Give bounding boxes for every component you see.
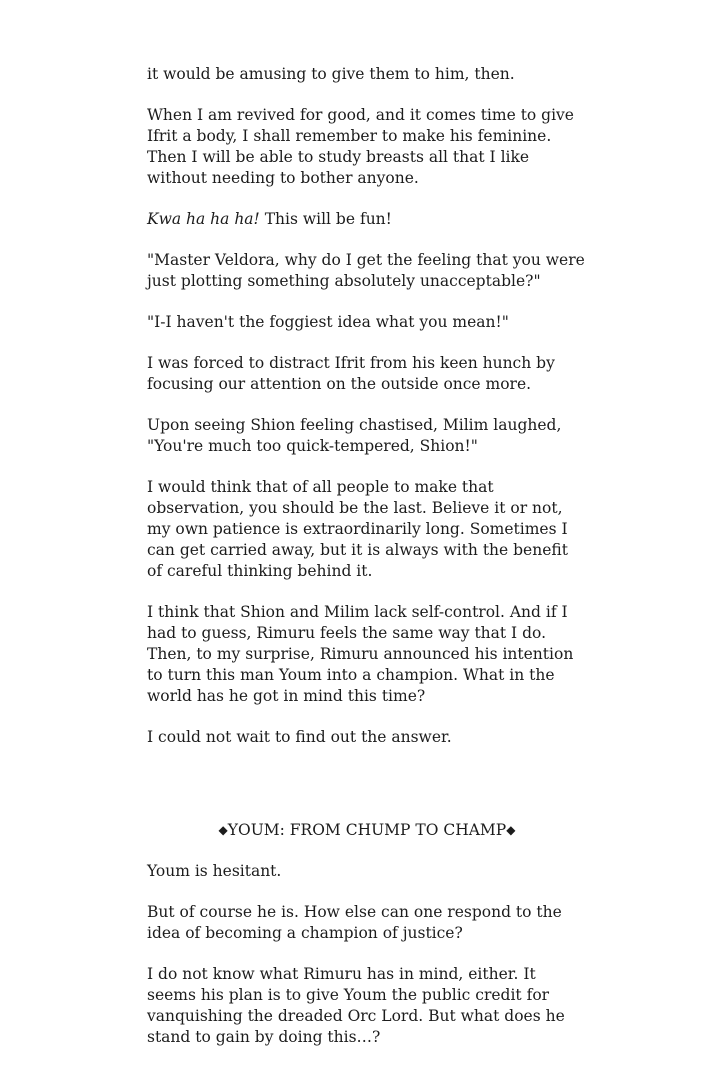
paragraph: But of course he is. How else can one respond to the idea of becoming a champion of justice? xyxy=(147,903,562,942)
paragraph: When I am revived for good, and it comes time to give Ifrit a body, I shall remember to make his feminine. Then I will be able to study breasts all that I like without needing to bother anyone. xyxy=(147,106,574,187)
book-page xyxy=(147,64,587,1068)
diamond-ornament-icon: ◆ xyxy=(506,823,516,837)
paragraph: Upon seeing Shion feeling chastised, Milim laughed, "You're much too quick-tempered, Shion!" xyxy=(147,416,562,455)
paragraph: I would think that of all people to make that observation, you should be the last. Believe it or not, my own patience is extraordinarily long. Sometimes I can get carried away, but it is always with the benefit of careful thinking behind it. xyxy=(147,478,568,580)
paragraph: "Master Veldora, why do I get the feeling that you were just plotting something absolutely unacceptable?" xyxy=(147,251,585,290)
scene-break-spacer xyxy=(147,768,587,820)
paragraph: I was forced to distract Ifrit from his keen hunch by focusing our attention on the outside once more. xyxy=(147,354,555,393)
paragraph: "I-I haven't the foggiest idea what you mean!" xyxy=(147,313,509,331)
section-title: YOUM: FROM CHUMP TO CHAMP xyxy=(227,821,507,839)
diamond-ornament-icon: ◆ xyxy=(218,823,228,837)
paragraph-kwa xyxy=(147,209,587,230)
paragraph: Youm is hesitant. xyxy=(147,862,282,880)
paragraph: I do not know what Rimuru has in mind, either. It seems his plan is to give Youm the public credit for vanquishing the dreaded Orc Lord. But what does he stand to gain by doing this…? xyxy=(147,965,565,1046)
paragraph: I think that Shion and Milim lack self-control. And if I had to guess, Rimuru feels the same way that I do. Then, to my surprise, Rimuru announced his intention to turn this man Youm into a champion. What in the world has he got in mind this time? xyxy=(147,603,574,705)
paragraph: I could not wait to find out the answer. xyxy=(147,728,452,746)
paragraph: it would be amusing to give them to him, then. xyxy=(147,65,515,83)
italic-laugh: Kwa ha ha ha! xyxy=(147,210,260,228)
paragraph-text: This will be fun! xyxy=(259,210,392,228)
section-heading xyxy=(147,820,587,841)
